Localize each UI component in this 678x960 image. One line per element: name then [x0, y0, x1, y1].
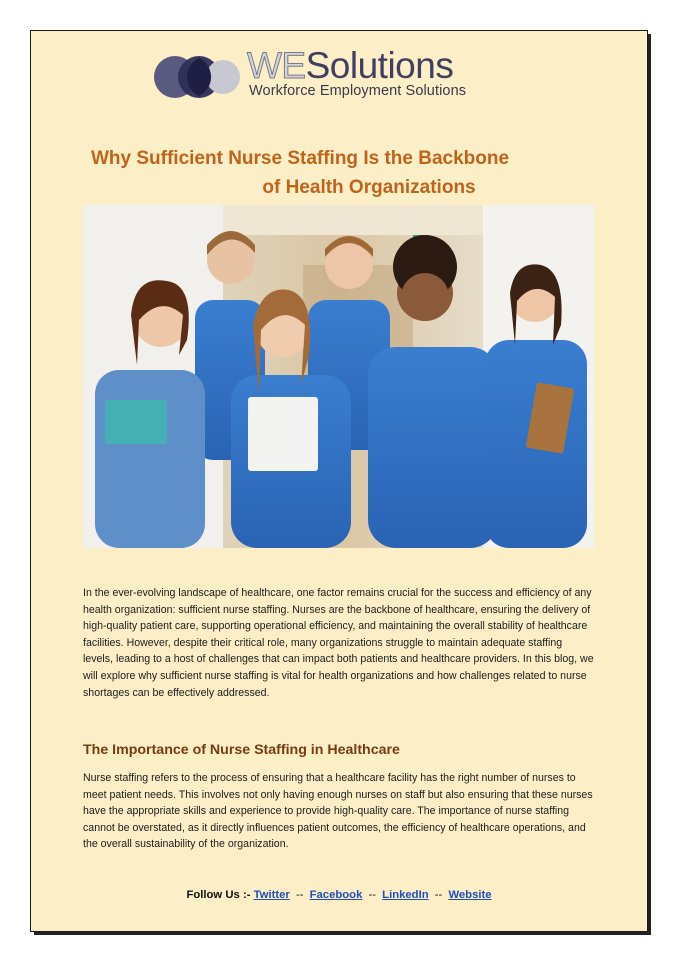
facebook-link[interactable]: Facebook [309, 889, 363, 901]
follow-us-label: Follow Us :- [186, 889, 251, 901]
website-link[interactable]: Website [448, 889, 492, 901]
logo-wordmark [247, 46, 453, 86]
logo-we: WE [247, 45, 306, 86]
twitter-link[interactable]: Twitter [253, 889, 290, 901]
page-shadow-bottom [34, 932, 651, 935]
logo-tagline: Workforce Employment Solutions [249, 83, 467, 99]
nurses-photo-illustration-icon [83, 205, 594, 548]
logo-circles-icon [152, 54, 242, 100]
nurses-photo [83, 205, 594, 548]
social-footer [0, 889, 678, 901]
page-title [60, 144, 600, 202]
logo-solutions: Solutions [305, 45, 454, 86]
linkedin-link[interactable]: LinkedIn [382, 889, 429, 901]
intro-paragraph: In the ever-evolving landscape of healthcare, one factor remains crucial for the success and efficiency of any health organization: sufficient nurse staffing. Nurses are the backbone of healthcare, ensuring the delivery of high-quality patient care, supporting operational efficiency, and maintaining the overall stability of healthcare facilities. However, despite their critical role, many organizations struggle to maintain adequate staffing levels, leading to a host of challenges that can impact both patients and healthcare providers. In this blog, we will explore why sufficient nurse staffing is vital for health organizations and how challenges related to nurse shortages can be effectively addressed. [83, 587, 594, 699]
company-logo[interactable] [152, 45, 532, 102]
title-line-1: Why Sufficient Nurse Staffing Is the Backbone [90, 148, 510, 169]
separator: -- [434, 889, 443, 901]
page-shadow-right [648, 34, 651, 934]
separator: -- [368, 889, 377, 901]
separator: -- [295, 889, 304, 901]
title-line-2: of Health Organizations [262, 177, 476, 198]
section-paragraph: Nurse staffing refers to the process of ensuring that a healthcare facility has the right number of nurses to meet patient needs. This involves not only having enough nurses on staff but also ensuring that these nurses have the appropriate skills and experience to provide high-quality care. The importance of nurse staffing cannot be overstated, as it directly influences patient outcomes, the efficiency of healthcare operations, and the overall sustainability of the organization. [83, 772, 593, 851]
section-heading: The Importance of Nurse Staffing in Healthcare [83, 742, 400, 758]
